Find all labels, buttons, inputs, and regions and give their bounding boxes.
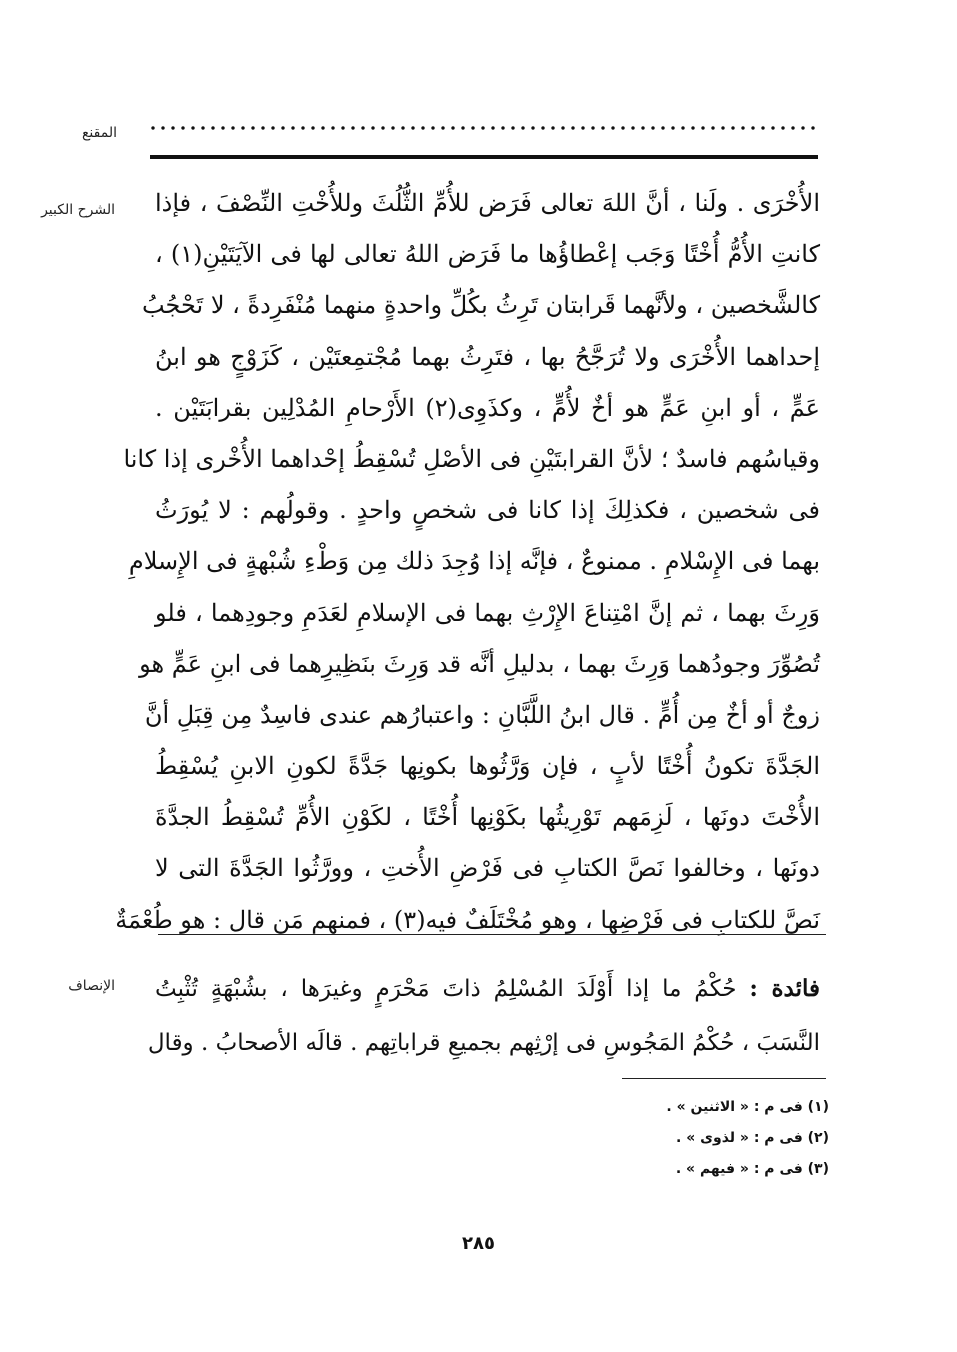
insaf-line: النَّسَبَ ، حُكْمُ المَجُوسِ فى إرْثِهم بجميعِ قراباتِهم . قالَه الأصحابُ . وقال <box>147 1030 820 1056</box>
text-line: وَرِثَ بهما ، ثم إنَّ امْتِناعَ الإِرْثِ بهما فى الإسلامِ لعَدَمِ وجودِهما ، فلو <box>155 598 820 627</box>
margin-label-insaf: الإنصاف <box>68 978 115 994</box>
text-line: عَمٍّ ، أو ابنِ عَمٍّ هو أخٌ لأُمٍّ ، وكذَوِى(٢) الأَرْحامِ المُدْلِين بقرابَتَيْن . <box>155 393 820 422</box>
page-number: ٢٨٥ <box>462 1233 495 1254</box>
footnote: (٢) فى م : « لذوى » . <box>676 1130 829 1146</box>
text-line: زوجٌ أو أخٌ مِن أُمٍّ . قال ابنُ اللَّبَّانِ : واعتبارُهم عندى فاسِدٌ مِن قِبَلِ أنَّ <box>144 700 820 729</box>
text-line: كانتِ الأُمُّ أُخْتًا وَجَب إعْطاؤُها ما فَرَض اللهُ تعالى لها فى الآيَتَيْنِ(١) ، <box>155 240 820 269</box>
margin-label-sharh: الشرح الكبير <box>41 202 115 218</box>
header-dotted-rule <box>148 118 818 138</box>
text-line: إحداهما الأُخْرَى ولا تُرَجَّحُ بها ، فتَرِثُ بهما مُجْتمِعتَيْن ، كَزَوْجٍ هو ابنُ <box>155 342 820 371</box>
text-line: دونَها ، وخالفوا نَصَّ الكتابِ فى فَرْضِ الأُختِ ، وورَّثُوا الجَدَّةَ التى لا <box>155 854 820 883</box>
text-line: تُصُوِّرَ وجودُهما وَرِثَ بهما ، بدليلِ أنَّه قد وَرِثَ بنَظِيرِهما فى ابنِ عَمٍّ هو <box>139 649 820 678</box>
section-divider <box>158 934 826 935</box>
text-line: الأُخْتَ دونَها ، لَزِمَهم تَوْرِيثُها بكَوْنِها أُخْتًا ، لكَوْنِ الأُمِّ تُسْقِطُ الجدَّةَ <box>155 803 820 832</box>
text-line: نَصَّ للكتابِ فى فَرْضِها ، وهو مُخْتَلَفٌ فيه(٣) ، فمنهم مَن قال : هو طُعْمَةٌ <box>115 905 820 934</box>
insaf-text-block <box>147 962 821 1070</box>
footnote-divider <box>622 1078 826 1079</box>
text-line: الجَدَّةَ تكونُ أُخْتًا لأبٍ ، فإن وَرَّثُوها بكونِها جَدَّةً لكونِ الابنِ يُسْقِطُ <box>155 752 820 781</box>
footnotes <box>666 1092 829 1185</box>
header-book-title: المقنع <box>81 125 117 141</box>
footnote: (١) فى م : « الاثنين » . <box>666 1099 829 1115</box>
insaf-line-text: حُكْمُ ما إذا أَوْلَدَ المُسْلِمُ ذاتَ مَحْرَمٍ وغيرَها ، بشُبْهَةٍ تُثْبِتُ <box>155 976 737 1002</box>
text-line: الأُخْرَى . ولَنا ، أنَّ اللهَ تعالى فَرَض للأُمِّ الثُّلُثَ وللأُخْتِ النِّصْفَ ، فإذا <box>155 189 821 217</box>
text-line: وقياسُهم فاسدٌ ؛ لأنَّ القرابتَيْنِ فى الأصْلِ تُسْقِطُ إحْداهما الأُخْرى إذا كانا <box>123 444 820 473</box>
sharh-text-block <box>115 178 821 946</box>
text-line: فى شخصين ، فكذلِكَ إذا كانا فى شخصٍ واحدٍ . وقولُهم : لا يُورَثُ <box>155 496 820 525</box>
faida-label: فائدة : <box>749 975 821 1002</box>
insaf-line <box>155 962 820 1016</box>
text-line: بهما فى الإِسْلامِ . ممنوعٌ ، فإنَّه إذا وُجِدَ ذلك مِن وَطْءِ شُبْهةٍ فى الإِسلامِ <box>128 547 820 576</box>
header-thick-rule <box>150 155 818 159</box>
footnote: (٣) فى م : « فيهم » . <box>675 1161 829 1177</box>
text-line: كالشَّخصين ، ولأنَّهما قَرابتان تَرِثُ بكُلِّ واحدةٍ منهما مُنْفَرِدةً ، لا تَحْجُبُ <box>141 291 820 320</box>
